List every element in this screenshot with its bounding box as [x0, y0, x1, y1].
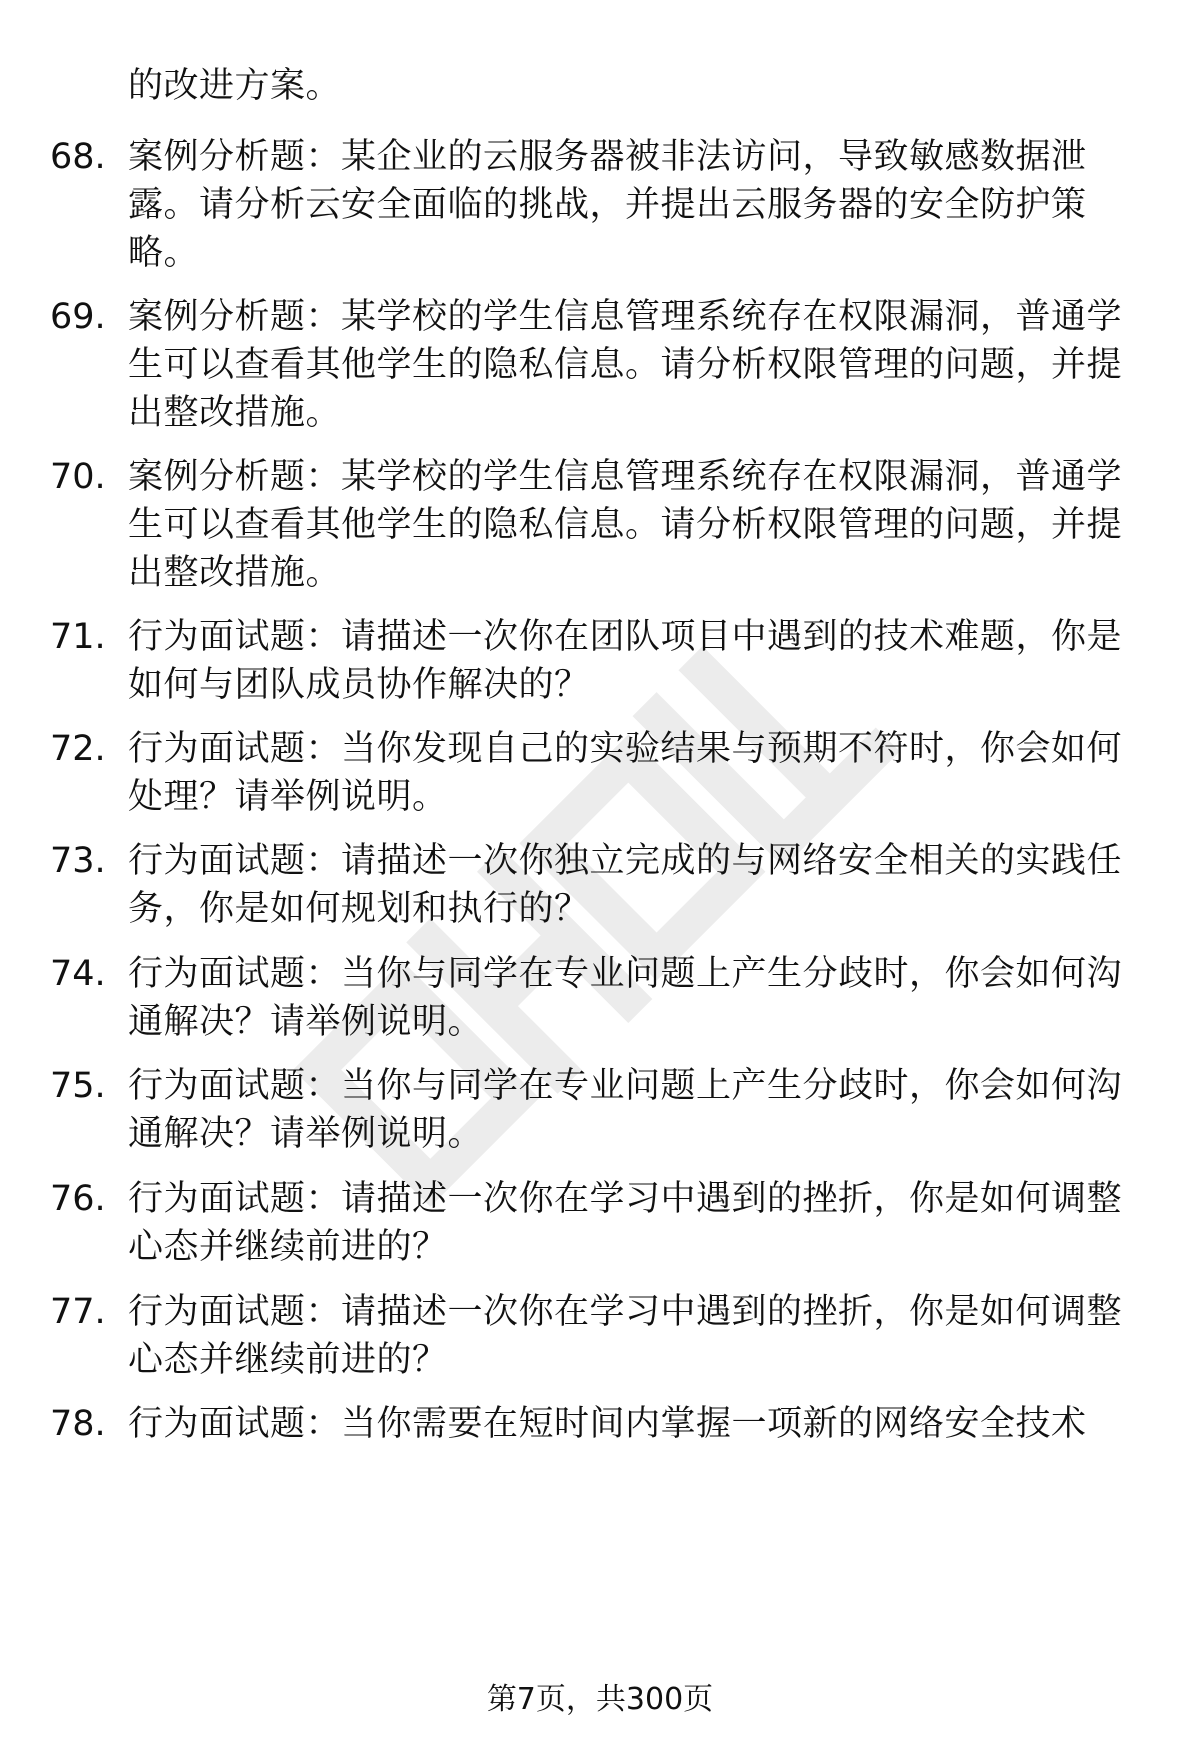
- question-line: 案例分析题：某企业的云服务器被非法访问，导致敏感数据泄: [128, 137, 1087, 177]
- question-number: 73.: [50, 841, 106, 881]
- question-text: [128, 613, 1138, 709]
- question-text: [128, 1288, 1138, 1384]
- question-line: 行为面试题：请描述一次你独立完成的与网络安全相关的实践任: [128, 841, 1123, 881]
- question-line: 心态并继续前进的？: [128, 1227, 448, 1267]
- question-line: 行为面试题：当你与同学在专业问题上产生分歧时，你会如何沟: [128, 954, 1123, 994]
- question-text: [128, 837, 1138, 933]
- question-line: 心态并继续前进的？: [128, 1340, 448, 1380]
- question-line: 处理？请举例说明。: [128, 777, 448, 817]
- question-line: 行为面试题：请描述一次你在学习中遇到的挫折，你是如何调整: [128, 1292, 1123, 1332]
- continuation-text: 的改进方案。: [128, 66, 342, 106]
- question-text: [128, 1062, 1138, 1158]
- question-number: 74.: [50, 954, 106, 994]
- question-line: 行为面试题：当你发现自己的实验结果与预期不符时，你会如何: [128, 729, 1123, 769]
- question-line: 出整改措施。: [128, 393, 342, 433]
- question-number: 75.: [50, 1066, 106, 1106]
- question-number: 71.: [50, 617, 106, 657]
- question-number: 68.: [50, 137, 106, 177]
- question-number: 70.: [50, 457, 106, 497]
- question-line: 务，你是如何规划和执行的？: [128, 889, 590, 929]
- question-number: 77.: [50, 1292, 106, 1332]
- question-line: 如何与团队成员协作解决的？: [128, 665, 590, 705]
- question-text: [128, 725, 1138, 821]
- question-line: 案例分析题：某学校的学生信息管理系统存在权限漏洞，普通学: [128, 297, 1123, 337]
- page-footer: 第7页，共300页: [486, 1682, 714, 1717]
- question-line: 行为面试题：请描述一次你在学习中遇到的挫折，你是如何调整: [128, 1179, 1123, 1219]
- question-line: 行为面试题：当你需要在短时间内掌握一项新的网络安全技术: [128, 1404, 1087, 1444]
- question-line: 案例分析题：某学校的学生信息管理系统存在权限漏洞，普通学: [128, 457, 1123, 497]
- question-line: 通解决？请举例说明。: [128, 1002, 484, 1042]
- question-line: 生可以查看其他学生的隐私信息。请分析权限管理的问题，并提: [128, 505, 1123, 545]
- question-text: [128, 133, 1138, 277]
- question-text: [128, 950, 1138, 1046]
- question-text: [128, 453, 1138, 597]
- question-number: 72.: [50, 729, 106, 769]
- question-text: [128, 293, 1138, 437]
- question-line: 略。: [128, 233, 200, 273]
- question-number: 76.: [50, 1179, 106, 1219]
- question-line: 行为面试题：请描述一次你在团队项目中遇到的技术难题，你是: [128, 617, 1123, 657]
- question-number: 78.: [50, 1404, 106, 1444]
- question-text: [128, 1175, 1138, 1271]
- question-number: 69.: [50, 297, 106, 337]
- question-text: [128, 1400, 1138, 1448]
- question-line: 生可以查看其他学生的隐私信息。请分析权限管理的问题，并提: [128, 345, 1123, 385]
- question-line: 出整改措施。: [128, 553, 342, 593]
- question-line: 通解决？请举例说明。: [128, 1114, 484, 1154]
- question-line: 露。请分析云安全面临的挑战，并提出云服务器的安全防护策: [128, 185, 1087, 225]
- question-line: 行为面试题：当你与同学在专业问题上产生分歧时，你会如何沟: [128, 1066, 1123, 1106]
